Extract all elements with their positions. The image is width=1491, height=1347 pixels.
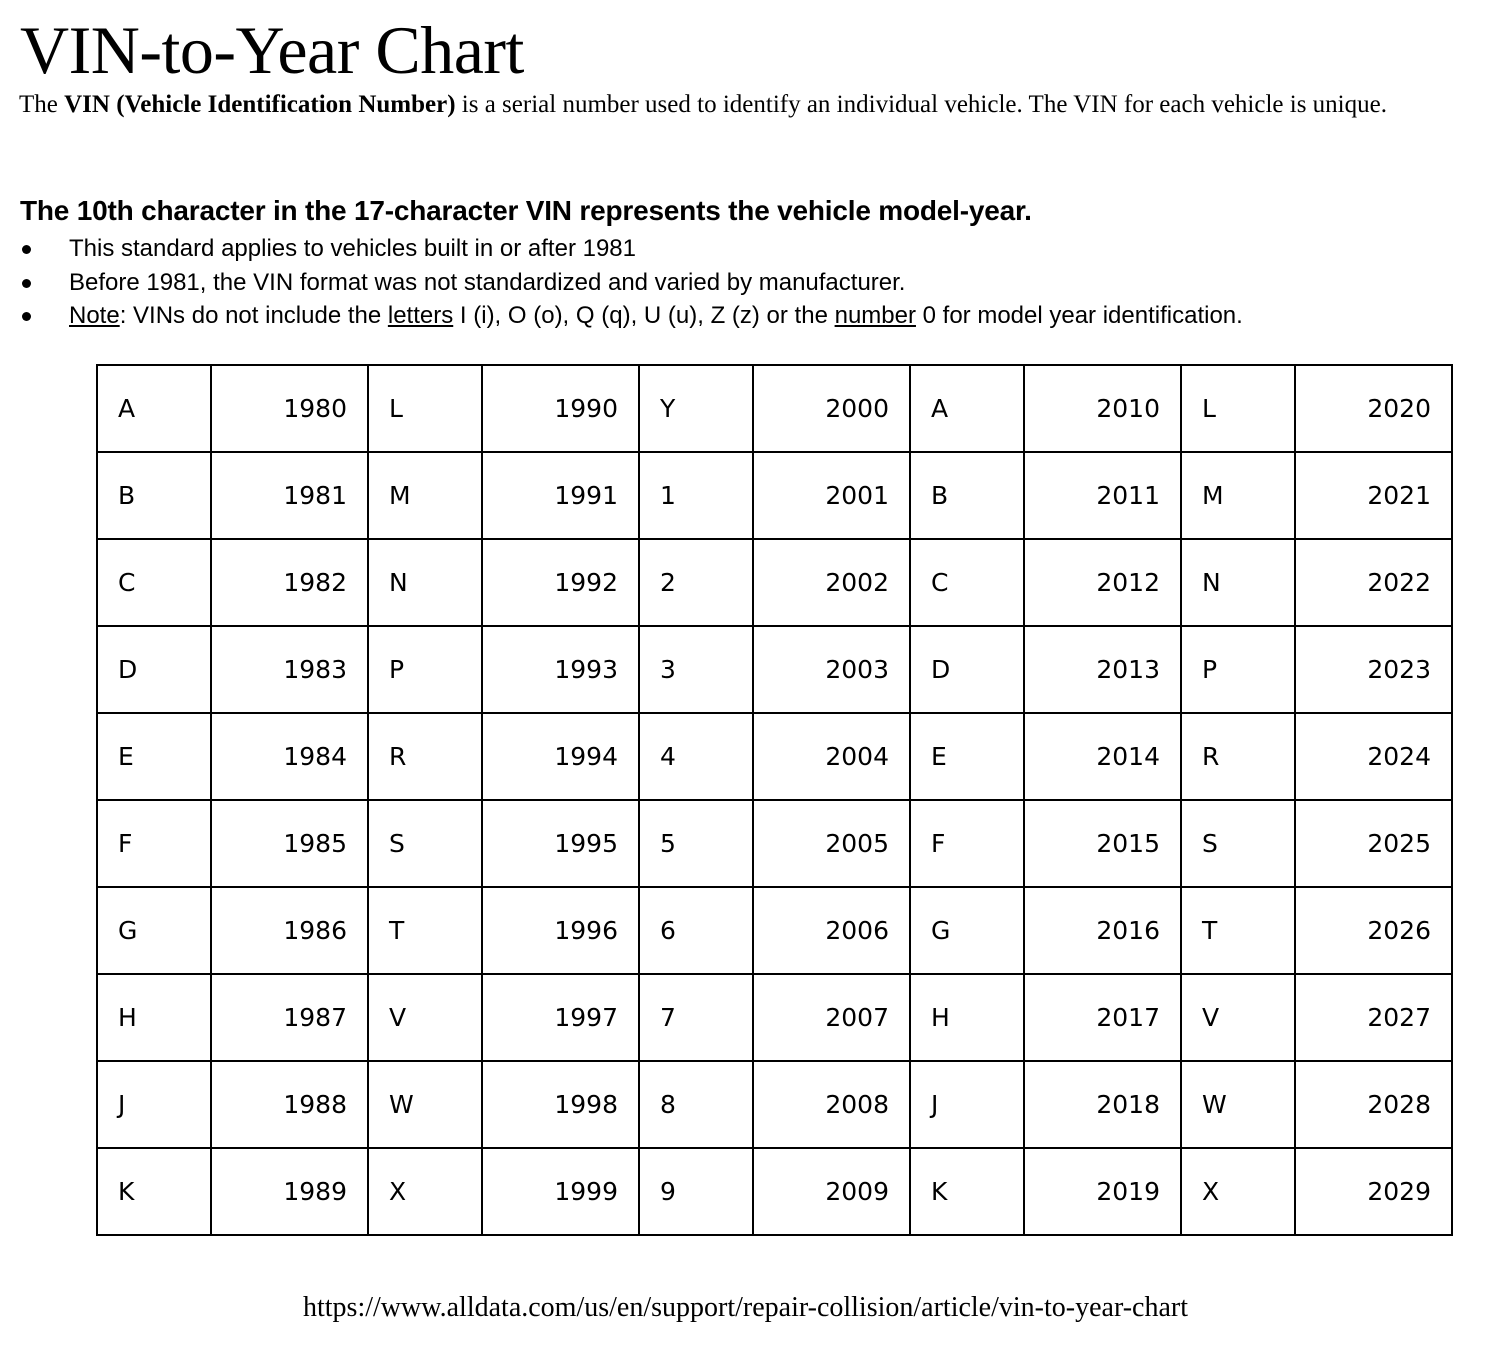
model-year-cell: 2018 [1024,1061,1181,1148]
vin-character-cell: F [910,800,1024,887]
table-row [97,800,1452,887]
bullet-icon [22,279,31,288]
vin-character-cell: 3 [639,626,753,713]
model-year-cell: 2013 [1024,626,1181,713]
model-year-cell: 1997 [482,974,639,1061]
model-year-cell: 2001 [753,452,910,539]
vin-character-cell: R [1181,713,1295,800]
vin-character-cell: 6 [639,887,753,974]
model-year-cell: 2000 [753,365,910,452]
model-year-cell: 1999 [482,1148,639,1235]
model-year-cell: 1980 [211,365,368,452]
model-year-cell: 1985 [211,800,368,887]
model-year-cell: 2004 [753,713,910,800]
vin-character-cell: X [368,1148,482,1235]
table-row [97,1148,1452,1235]
model-year-cell: 2027 [1295,974,1452,1061]
note-text-2: I (i), O (o), Q (q), U (u), Z (z) or the [453,302,835,329]
note-text-1: : VINs do not include the [119,302,388,329]
table-row [97,974,1452,1061]
model-year-cell: 2019 [1024,1148,1181,1235]
model-year-cell: 2014 [1024,713,1181,800]
vin-character-cell: 8 [639,1061,753,1148]
vin-character-cell: B [910,452,1024,539]
table-row [97,1061,1452,1148]
vin-character-cell: V [1181,974,1295,1061]
model-year-cell: 2008 [753,1061,910,1148]
vin-character-cell: D [97,626,211,713]
vin-character-cell: E [97,713,211,800]
vin-character-cell: M [1181,452,1295,539]
vin-character-cell: A [910,365,1024,452]
intro-paragraph [19,88,1479,121]
model-year-cell: 2016 [1024,887,1181,974]
model-year-cell: 2002 [753,539,910,626]
table-row [97,887,1452,974]
model-year-cell: 1992 [482,539,639,626]
model-year-cell: 1986 [211,887,368,974]
table-row [97,539,1452,626]
note-label: Note [69,302,120,329]
table-row [97,626,1452,713]
vin-character-cell: H [97,974,211,1061]
bullet-item [20,266,1243,300]
model-year-cell: 2003 [753,626,910,713]
table-row [97,365,1452,452]
model-year-cell: 1987 [211,974,368,1061]
intro-suffix: is a serial number used to identify an individual vehicle. The VIN for each vehicle is unique. [455,91,1387,118]
model-year-cell: 2011 [1024,452,1181,539]
model-year-cell: 2020 [1295,365,1452,452]
vin-character-cell: G [97,887,211,974]
vin-character-cell: K [97,1148,211,1235]
vin-character-cell: S [1181,800,1295,887]
vin-character-cell: A [97,365,211,452]
vin-character-cell: P [368,626,482,713]
model-year-cell: 2028 [1295,1061,1452,1148]
vin-character-cell: J [97,1061,211,1148]
vin-character-cell: H [910,974,1024,1061]
model-year-cell: 2024 [1295,713,1452,800]
vin-character-cell: V [368,974,482,1061]
vin-character-cell: S [368,800,482,887]
vin-character-cell: G [910,887,1024,974]
vin-character-cell: 9 [639,1148,753,1235]
bullet-list [20,232,1243,333]
number-word: number [834,302,916,329]
vin-character-cell: 5 [639,800,753,887]
model-year-cell: 1988 [211,1061,368,1148]
table-row [97,452,1452,539]
vin-character-cell: M [368,452,482,539]
model-year-cell: 1996 [482,887,639,974]
model-year-cell: 2005 [753,800,910,887]
vin-character-cell: F [97,800,211,887]
model-year-cell: 1995 [482,800,639,887]
model-year-cell: 2023 [1295,626,1452,713]
model-year-cell: 2015 [1024,800,1181,887]
model-year-cell: 1998 [482,1061,639,1148]
vin-character-cell: L [1181,365,1295,452]
model-year-cell: 2026 [1295,887,1452,974]
vin-character-cell: X [1181,1148,1295,1235]
model-year-cell: 2029 [1295,1148,1452,1235]
bullet-icon [22,312,31,321]
vin-character-cell: C [97,539,211,626]
vin-character-cell: J [910,1061,1024,1148]
model-year-cell: 1993 [482,626,639,713]
model-year-cell: 1982 [211,539,368,626]
vin-character-cell: C [910,539,1024,626]
vin-year-table [96,364,1453,1236]
model-year-cell: 1989 [211,1148,368,1235]
bullet-text: Before 1981, the VIN format was not standardized and varied by manufacturer. [69,268,906,296]
subheading: The 10th character in the 17-character VIN represents the vehicle model-year. [20,195,1032,226]
model-year-cell: 2006 [753,887,910,974]
model-year-cell: 2010 [1024,365,1181,452]
vin-character-cell: P [1181,626,1295,713]
bullet-item [20,299,1243,333]
vin-character-cell: 2 [639,539,753,626]
model-year-cell: 1990 [482,365,639,452]
vin-character-cell: T [368,887,482,974]
model-year-cell: 2007 [753,974,910,1061]
table-row [97,713,1452,800]
vin-character-cell: Y [639,365,753,452]
vin-character-cell: N [368,539,482,626]
page-title: VIN-to-Year Chart [20,12,524,88]
vin-character-cell: R [368,713,482,800]
vin-character-cell: W [1181,1061,1295,1148]
model-year-cell: 1991 [482,452,639,539]
vin-character-cell: 7 [639,974,753,1061]
note-text-3: 0 for model year identification. [915,302,1243,329]
model-year-cell: 1981 [211,452,368,539]
vin-character-cell: 4 [639,713,753,800]
bullet-icon [22,245,31,254]
source-url: https://www.alldata.com/us/en/support/repair-collision/article/vin-to-year-chart [302,1292,1188,1323]
intro-bold-term: VIN (Vehicle Identification Number) [64,91,456,118]
vin-character-cell: N [1181,539,1295,626]
bullet-item [20,232,1243,266]
vin-character-cell: B [97,452,211,539]
vin-character-cell: 1 [639,452,753,539]
vin-character-cell: K [910,1148,1024,1235]
model-year-cell: 2025 [1295,800,1452,887]
model-year-cell: 1994 [482,713,639,800]
vin-character-cell: D [910,626,1024,713]
vin-character-cell: E [910,713,1024,800]
model-year-cell: 2017 [1024,974,1181,1061]
bullet-text: This standard applies to vehicles built in or after 1981 [69,235,636,262]
vin-character-cell: L [368,365,482,452]
model-year-cell: 2012 [1024,539,1181,626]
model-year-cell: 1984 [211,713,368,800]
model-year-cell: 2022 [1295,539,1452,626]
vin-character-cell: W [368,1061,482,1148]
model-year-cell: 2021 [1295,452,1452,539]
model-year-cell: 2009 [753,1148,910,1235]
letters-word: letters [387,302,454,329]
vin-character-cell: T [1181,887,1295,974]
intro-prefix: The [19,91,65,118]
model-year-cell: 1983 [211,626,368,713]
